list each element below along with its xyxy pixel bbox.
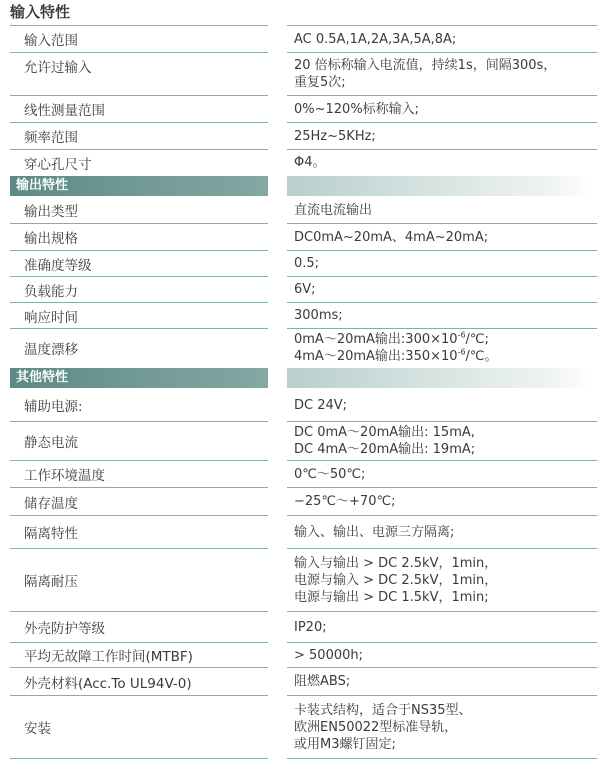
linear-value [287, 96, 597, 122]
freq-label: 频率范围 [24, 130, 78, 146]
install-line-1: 卡装式结构，适合于NS35型、 [294, 702, 472, 718]
drift-line-1-base: 0mA～20mA输出:300×10 [294, 332, 458, 347]
drift-line-1-unit: /℃; [465, 332, 489, 347]
withstand-line-3: 电源与输出 > DC 1.5kV，1min; [294, 589, 489, 605]
drift-line-2-exponent: -6 [457, 347, 466, 357]
install-line-2: 欧洲EN50022型标准导轨， [294, 719, 458, 735]
env-temp-value [287, 461, 597, 487]
load-label: 负载能力 [24, 283, 78, 300]
drift-line-1 [294, 331, 597, 348]
drift-line-2 [294, 348, 597, 365]
section-output-band-right [287, 176, 592, 196]
material-label: 外壳材料(Acc.To UL94V-0) [24, 675, 192, 692]
response-label: 响应时间 [24, 309, 78, 326]
static-current-value [287, 422, 597, 460]
drift-line-1-exponent: -6 [457, 330, 466, 340]
section-input-title: 输入特性 [10, 3, 71, 21]
isolation-label: 隔离特性 [24, 526, 78, 542]
input-range-text: AC 0.5A,1A,2A,3A,5A,8A; [294, 31, 457, 47]
load-text: 6V; [294, 282, 316, 297]
out-spec-label: 输出规格 [24, 231, 78, 247]
withstand-label: 隔离耐压 [24, 574, 78, 590]
static-current-line-2: DC 4mA～20mA输出: 19mA; [294, 442, 476, 457]
out-type-label: 输出类型 [24, 204, 78, 220]
material-value [287, 668, 597, 695]
overload-value [287, 53, 597, 95]
store-temp-label: 储存温度 [24, 495, 78, 512]
install-value [287, 696, 597, 758]
ip-text: IP20; [294, 619, 327, 635]
row-divider [10, 758, 268, 759]
drift-line-2-base: 4mA～20mA输出:350×10 [294, 349, 458, 364]
ip-value [287, 612, 597, 642]
overload-line-2: 重复5次; [294, 75, 346, 90]
out-type-text: 直流电流输出 [294, 202, 373, 218]
accuracy-text: 0.5; [294, 256, 320, 271]
response-text: 300ms; [294, 308, 343, 323]
withstand-line-1: 输入与输出 > DC 2.5kV，1min， [294, 555, 498, 571]
accuracy-label: 准确度等级 [24, 257, 92, 274]
overload-label: 允许过输入 [24, 60, 92, 76]
hole-label: 穿心孔尺寸 [24, 156, 92, 173]
response-value [287, 303, 597, 328]
hole-value [287, 150, 597, 175]
install-line-3: 或用M3螺钉固定; [294, 736, 396, 752]
out-spec-value [287, 224, 597, 250]
store-temp-text: −25℃～+70℃; [294, 494, 396, 509]
install-label: 安装 [24, 721, 51, 737]
linear-label: 线性测量范围 [24, 103, 105, 119]
ip-label: 外壳防护等级 [24, 621, 105, 637]
aux-power-label: 辅助电源: [24, 399, 83, 415]
env-temp-label: 工作环境温度 [24, 468, 105, 484]
section-other-band-right [287, 368, 592, 388]
input-range-value [287, 26, 597, 52]
freq-value [287, 123, 597, 149]
aux-power-value [287, 389, 597, 421]
withstand-line-2: 电源与输入 > DC 2.5kV，1min， [294, 572, 498, 588]
section-output-band: 输出特性 [10, 176, 268, 196]
row-divider [287, 758, 597, 759]
isolation-text: 输入、输出、电源三方隔离; [294, 524, 455, 540]
static-current-label: 静态电流 [24, 435, 78, 451]
env-temp-text: 0℃～50℃; [294, 466, 366, 482]
freq-text: 25Hz~5KHz; [294, 128, 376, 144]
load-value [287, 277, 597, 302]
mtbf-text: > 50000h; [294, 647, 363, 663]
out-spec-text: DC0mA~20mA、4mA~20mA; [294, 229, 489, 245]
drift-line-2-unit: /℃。 [465, 349, 498, 364]
isolation-value [287, 516, 597, 548]
mtbf-value [287, 643, 597, 667]
aux-power-text: DC 24V; [294, 397, 348, 413]
overload-line-1: 20 倍标称输入电流值，持续1s，间隔300s， [294, 58, 557, 73]
mtbf-label: 平均无故障工作时间(MTBF) [24, 649, 193, 665]
withstand-value [287, 549, 597, 611]
material-text: 阻燃ABS; [294, 674, 351, 689]
drift-label: 温度漂移 [24, 342, 78, 358]
linear-text: 0%~120%标称输入; [294, 101, 420, 117]
store-temp-value [287, 488, 597, 515]
accuracy-value [287, 251, 597, 276]
section-other-band: 其他特性 [10, 368, 268, 388]
static-current-line-1: DC 0mA～20mA输出: 15mA, [294, 425, 475, 440]
out-type-value [287, 197, 597, 223]
hole-text: Φ4。 [294, 155, 326, 170]
input-range-label: 输入范围 [24, 33, 78, 49]
drift-value [287, 329, 597, 367]
